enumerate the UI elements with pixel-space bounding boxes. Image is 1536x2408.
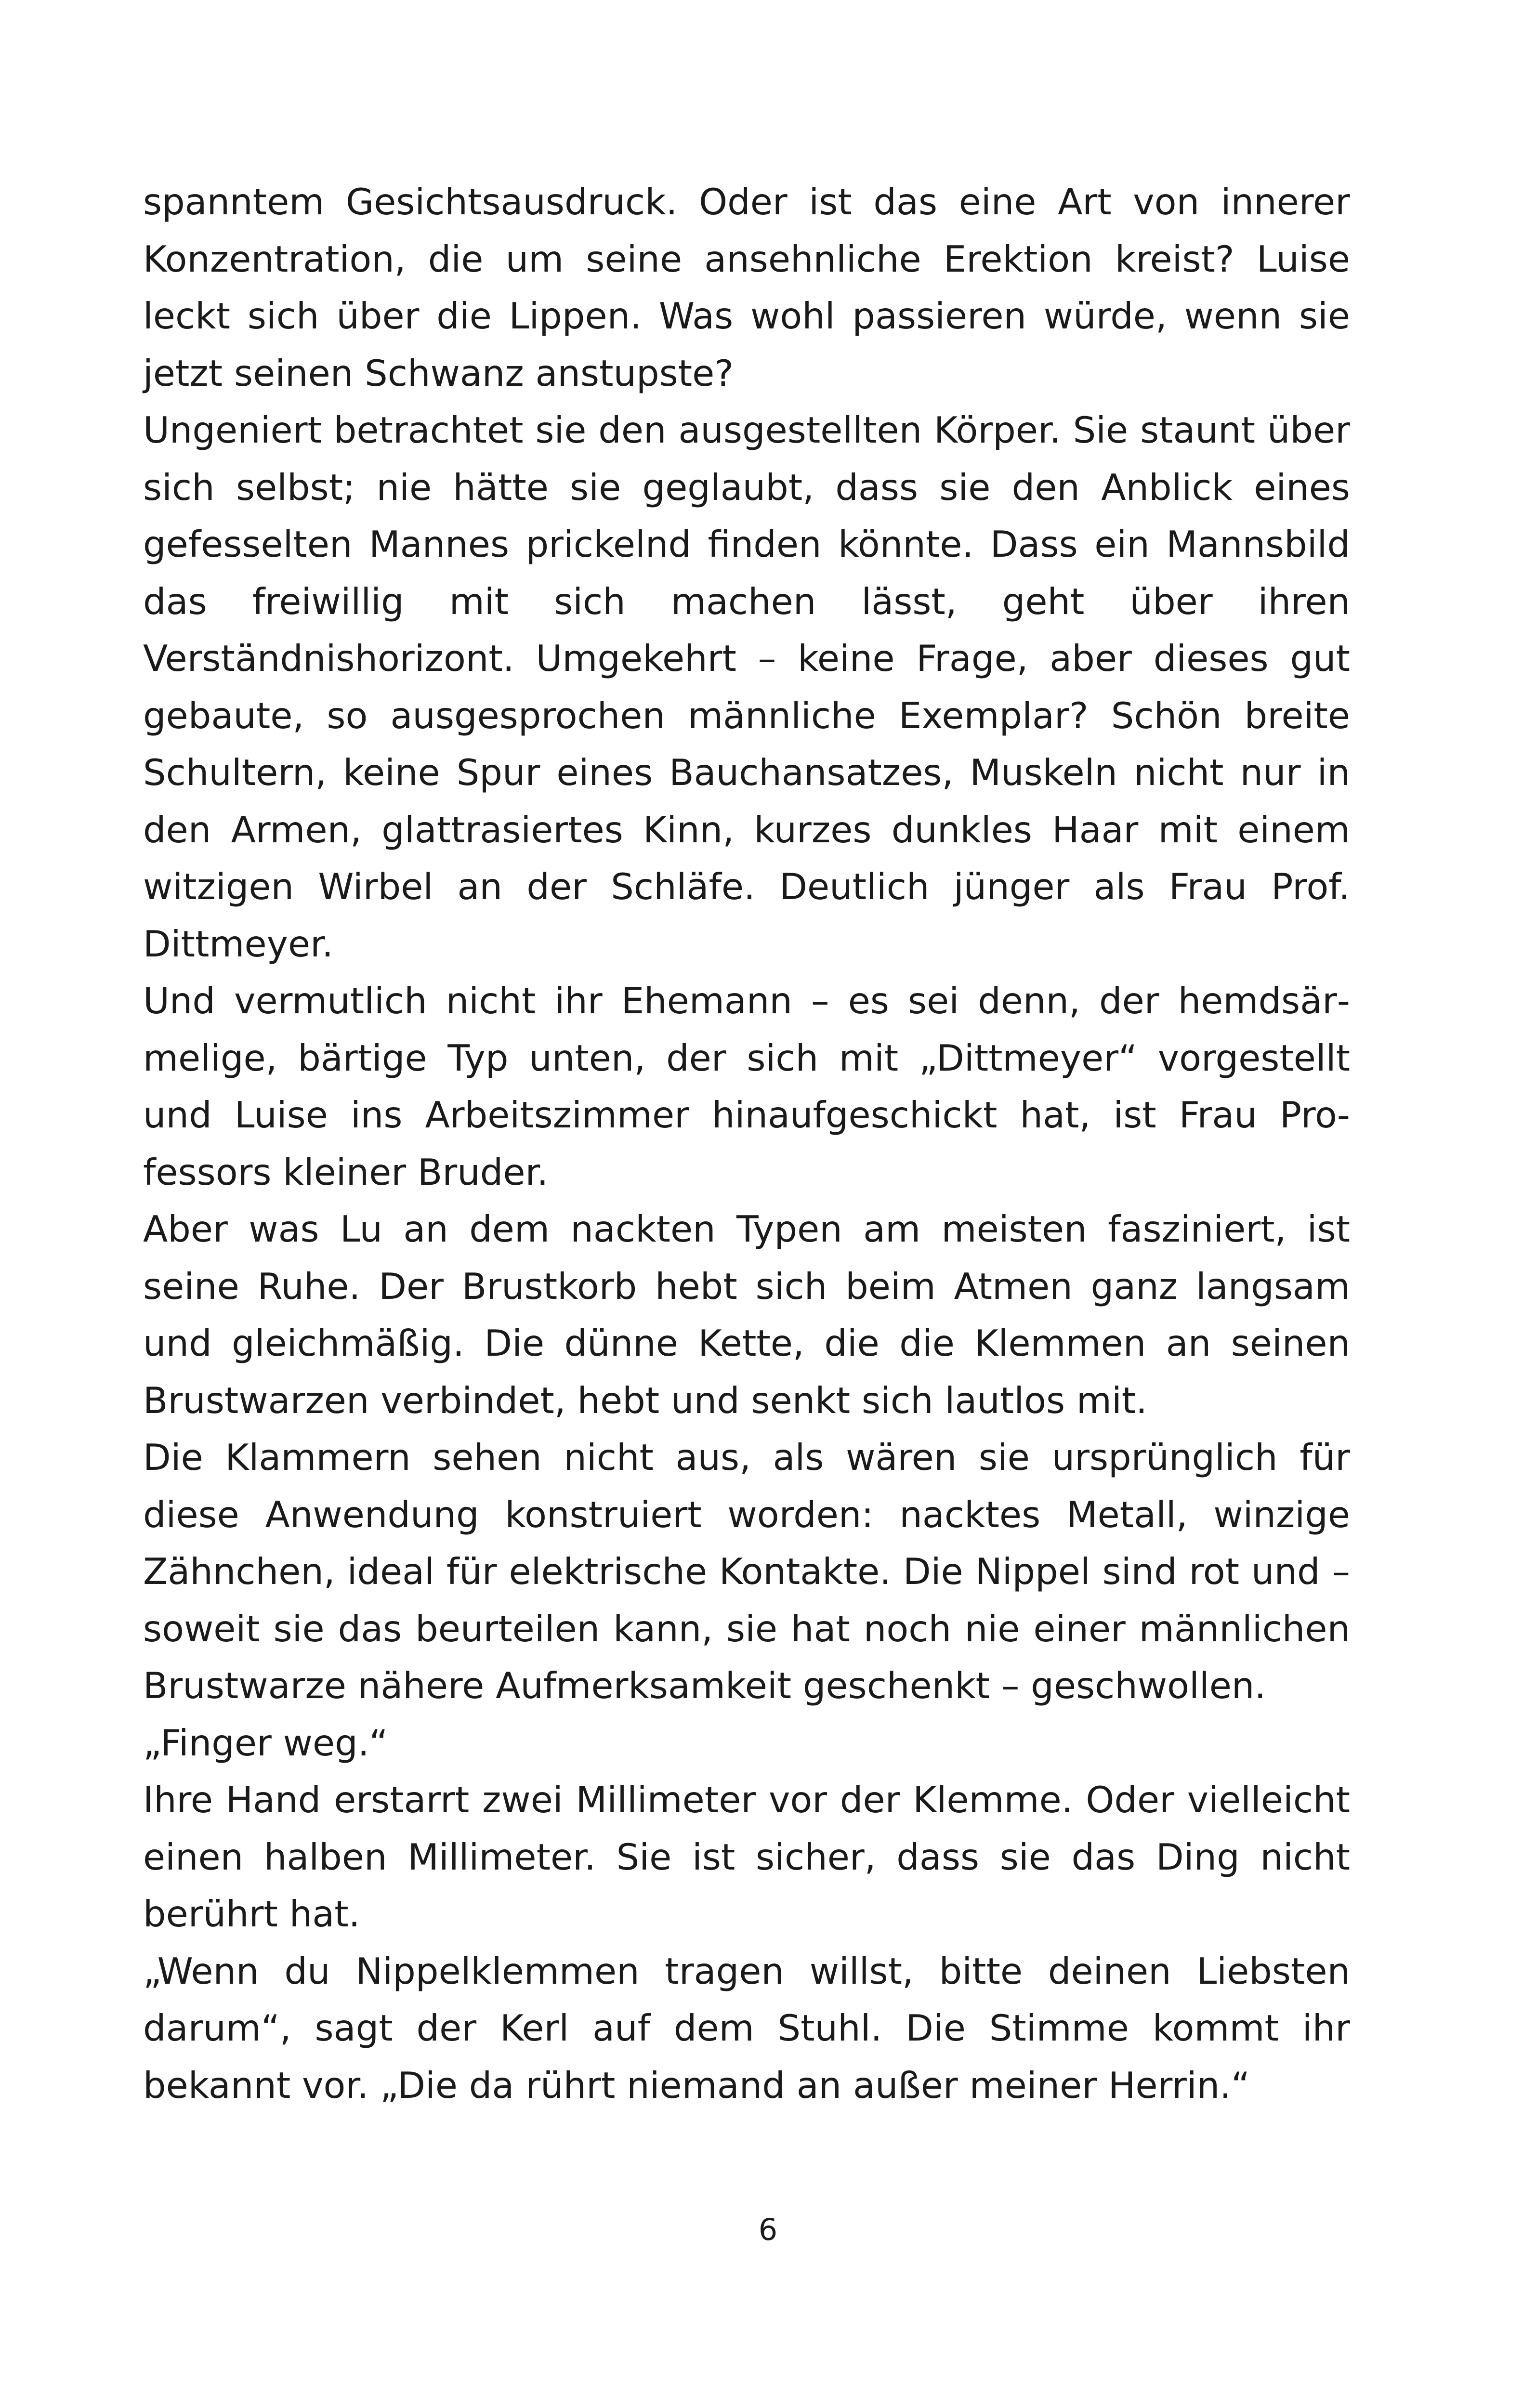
paragraph: „Finger weg.“	[143, 1721, 388, 1764]
paragraph: Aber was Lu an dem nackten Typen am meisten fasziniert, ist seine Ruhe. Der Brustkorb hebt sich beim Atmen ganz langsam und gleichmäßig. Die dünne Kette, die die Klemmen an seinen Brustwarzen verbindet, hebt und senkt sich lautlos mit.	[143, 1208, 1350, 1422]
body-text	[143, 173, 1350, 2114]
page-number: 6	[758, 2212, 778, 2247]
paragraph: Die Klammern sehen nicht aus, als wären sie ursprünglich für diese Anwendung konstruiert worden: nacktes Metall, winzige Zähnchen, ideal für elektrische Kontakte. Die Nippel sind rot und – soweit sie das beurteilen kann, sie hat noch nie einer männlichen Brustwarze nähere Aufmerksamkeit geschenkt – geschwollen.	[143, 1436, 1350, 1707]
paragraph: Und vermutlich nicht ihr Ehemann – es sei denn, der hemdsärmelige, bärtige Typ unten, der sich mit „Dittmeyer“ vorgestellt und Luise ins Arbeitszimmer hinaufgeschickt hat, ist Frau Professors kleiner Bruder.	[143, 980, 1350, 1193]
paragraph: „Wenn du Nippelklemmen tragen willst, bitte deinen Liebsten darum“, sagt der Kerl auf dem Stuhl. Die Stimme kommt ihr bekannt vor. „Die da rührt niemand an außer meiner Herrin.“	[143, 1950, 1350, 2107]
paragraph: spanntem Gesichtsausdruck. Oder ist das eine Art von innerer Konzentration, die um seine ansehnliche Erektion kreist? Luise leckt sich über die Lippen. Was wohl passieren würde, wenn sie jetzt seinen Schwanz anstupste?	[143, 181, 1350, 394]
paragraph: Ungeniert betrachtet sie den ausgestellten Körper. Sie staunt über sich selbst; nie hätte sie geglaubt, dass sie den Anblick eines gefesselten Mannes prickelnd finden könnte. Dass ein Mannsbild das freiwillig mit sich machen lässt, geht über ihren Verständnishorizont. Umgekehrt – keine Frage, aber dieses gut gebaute, so ausgesprochen männliche Exemplar? Schön breite Schultern, keine Spur eines Bauchansatzes, Muskeln nicht nur in den Armen, glattrasiertes Kinn, kurzes dunkles Haar mit einem witzigen Wirbel an der Schläfe. Deutlich jünger als Frau Prof. Dittmeyer.	[143, 409, 1350, 965]
paragraph: Ihre Hand erstarrt zwei Millimeter vor der Klemme. Oder vielleicht einen halben Millimeter. Sie ist sicher, dass sie das Ding nicht berührt hat.	[143, 1779, 1350, 1935]
